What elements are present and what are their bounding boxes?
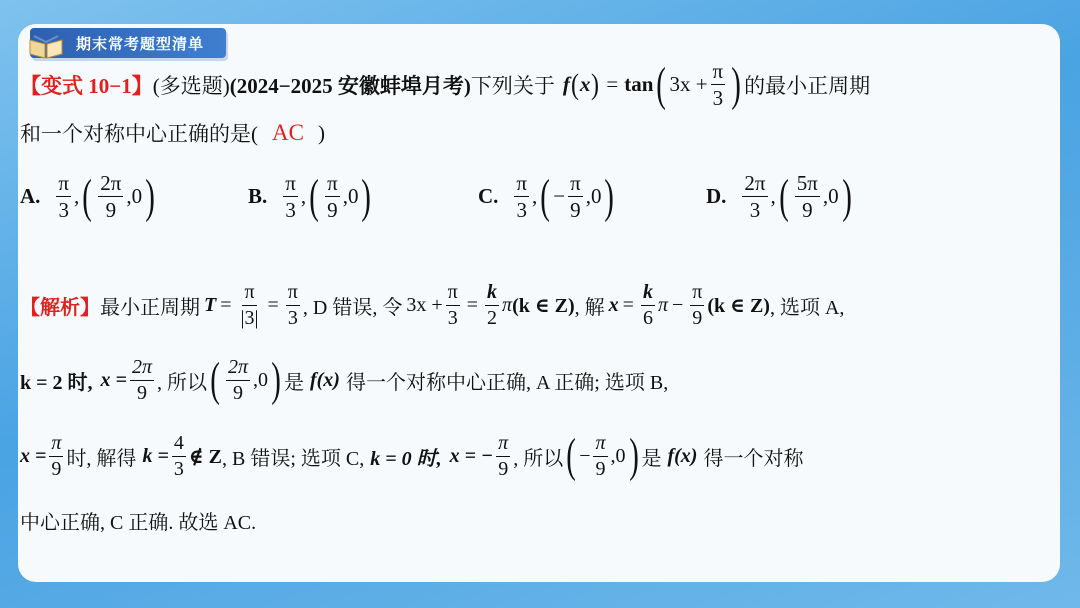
badge-label: 期末常考题型清单 xyxy=(76,35,205,53)
func-x: x xyxy=(579,72,591,97)
option-letter: C. xyxy=(478,184,499,209)
option-letter: A. xyxy=(20,184,41,209)
question-stem-close: ) xyxy=(317,120,325,145)
equals-sign: = xyxy=(606,72,619,97)
question-stem-c: 和一个对称中心正确的是( xyxy=(20,122,258,146)
option-a[interactable]: A. $\frac{\pi}{3}$ , ( $\frac{2\pi}{9}$ ,0 ) xyxy=(20,169,155,223)
solution-line-3: x = $\frac{\pi}{9}$ 时, 解得 k = $\frac{4}{3}$ ∉ Z , B 错误; 选项 C, k = 0 时, x = − $\frac{\pi}{9}$ , 所以 ( − $\frac{\pi}{9}$ ,0 ) 是 f(x) 得一个对称 xyxy=(20,429,804,482)
solution-tag: 【解析】 xyxy=(20,297,100,319)
question-line-1: 【变式 10−1】 (多选题) (2024−2025 安徽蚌埠月考) 下列关于 f ( x ) = tan ( 3x + $\frac{\pi}{3}$ ) 的最小正周期 xyxy=(20,57,871,111)
question-source: (2024−2025 安徽蚌埠月考) xyxy=(229,73,471,98)
func-f: f xyxy=(562,72,570,97)
option-d[interactable]: D. $\frac{2\pi}{3}$ , ( $\frac{5\pi}{9}$ ,0 ) xyxy=(706,169,852,223)
option-c[interactable]: C. $\frac{\pi}{3}$ , ( − $\frac{\pi}{9}$ ,0 ) xyxy=(478,169,615,223)
question-stem-b: 的最小正周期 xyxy=(744,73,871,98)
question-stem-a: 下列关于 xyxy=(470,73,555,98)
tan-text: tan xyxy=(624,72,654,97)
question-tag: 【变式 10−1】 xyxy=(20,73,153,98)
pi-over-3: $\frac{\pi}{3}$ xyxy=(712,59,724,111)
option-letter: D. xyxy=(706,184,727,209)
book-icon xyxy=(28,32,64,60)
answer-text: AC xyxy=(272,120,304,145)
solution-line-4: 中心正确, C 正确. 故选 AC. xyxy=(20,512,257,534)
solution-line-2: k = 2 时, x = $\frac{2\pi}{9}$ , 所以 ( $\frac{2\pi}{9}$ ,0 ) 是 f(x) 得一个对称中心正确, A 正确; 选项 B, xyxy=(20,353,669,406)
solution-line-1: 【解析】 最小正周期 T = $\frac{\pi}{|3|}$ = $\frac{\pi}{3}$ , D 错误, 令 3x + $\frac{\pi}{3}$ = $\frac{k}{2}$ π (k ∈ Z) , 解 x = $\frac{k}{6}$ π − $\frac{\pi}{9}$ (k ∈ Z) , 选项 A, xyxy=(20,281,845,329)
tan-argument: 3x + xyxy=(669,72,708,97)
option-letter: B. xyxy=(248,184,268,209)
option-b[interactable]: B. $\frac{\pi}{3}$ , ( $\frac{\pi}{9}$ ,0 ) xyxy=(248,169,372,223)
question-line-2 xyxy=(20,118,325,148)
question-type: (多选题) xyxy=(152,73,230,98)
